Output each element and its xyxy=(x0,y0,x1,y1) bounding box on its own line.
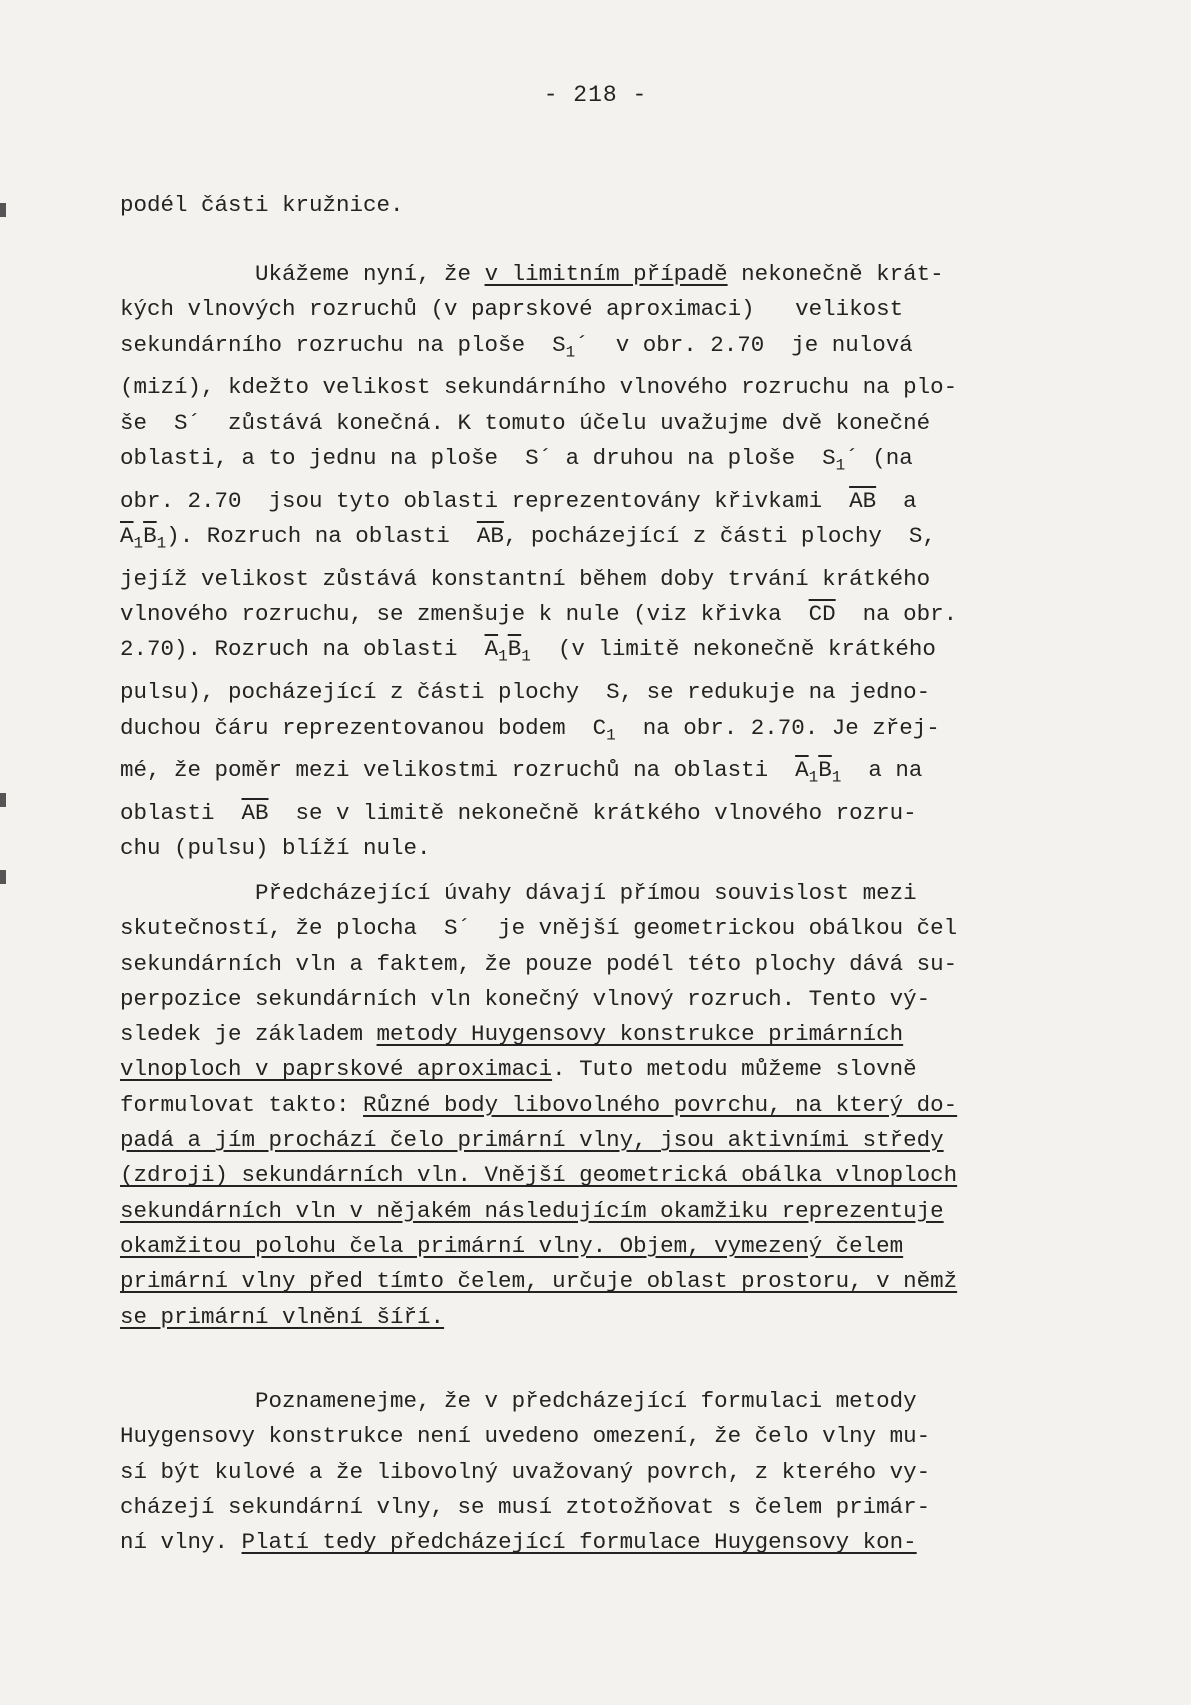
arc-symbol: $\overline{A}$ xyxy=(795,757,809,784)
text-run: a na xyxy=(841,757,923,784)
text-run: sledek je základem xyxy=(120,1021,377,1048)
subscript: 1 xyxy=(808,768,819,787)
text-run: ní vlny. xyxy=(120,1529,242,1556)
text-run: Poznamenejme, že v předcházející formulaci metody xyxy=(120,1388,917,1414)
paragraph-remark xyxy=(120,1384,1080,1560)
text-line xyxy=(120,753,1080,796)
text-run: jejíž velikost zůstává konstantní během doby trvání krátkého xyxy=(120,565,931,592)
subscript: 1 xyxy=(831,768,842,787)
text-line xyxy=(120,1052,1080,1087)
text-run: na obr. xyxy=(835,601,958,628)
text-line xyxy=(120,1264,1080,1299)
text-line xyxy=(120,1490,1080,1525)
text-run: Huygensovy konstrukce není uvedeno omezení, že čelo vlny mu- xyxy=(120,1423,931,1450)
text-line xyxy=(120,562,1080,597)
text-line xyxy=(120,982,1080,1017)
text-line xyxy=(120,370,1080,405)
scan-edge-mark xyxy=(0,870,6,884)
text-run: oblasti xyxy=(120,800,242,827)
paragraph-huygens-method xyxy=(120,876,1080,1335)
subscript: 1 xyxy=(156,534,167,553)
text-line xyxy=(120,1194,1080,1229)
text-line xyxy=(120,519,1080,562)
arc-symbol: $\overline{AB}$ xyxy=(476,523,504,550)
text-run: še S´ zůstává konečná. K tomuto účelu uvažujme dvě konečné xyxy=(120,409,931,436)
text-line xyxy=(120,675,1080,710)
scan-edge-mark xyxy=(0,203,6,217)
underlined-text: sekundárních vln v nějakém následujícím okamžiku reprezentuje xyxy=(120,1197,944,1224)
text-run: (mizí), kdežto velikost sekundárního vlnového rozruchu na plo- xyxy=(120,374,958,401)
text-run: . Tuto metodu můžeme slovně xyxy=(552,1056,917,1083)
text-run: kých vlnových rozruchů (v paprskové aproximaci) velikost xyxy=(120,296,904,323)
underlined-text: padá a jím prochází čelo primární vlny, jsou aktivními středy xyxy=(120,1127,944,1154)
subscript: 1 xyxy=(133,534,144,553)
text-run: Předcházející úvahy dávají přímou souvislost mezi xyxy=(120,880,917,906)
text-line xyxy=(120,1419,1080,1454)
text-run: cházejí sekundární vlny, se musí ztotožňovat s čelem primár- xyxy=(120,1493,931,1520)
underlined-text: okamžitou polohu čela primární vlny. Objem, vymezený čelem xyxy=(120,1232,904,1259)
text-run: obr. 2.70 jsou tyto oblasti reprezentovány křivkami xyxy=(120,487,850,514)
text-run: se v limitě nekonečně krátkého vlnového rozru- xyxy=(268,800,917,827)
text-line xyxy=(120,597,1080,632)
text-line xyxy=(120,1525,1080,1560)
underlined-text: metody Huygensovy konstrukce primárních xyxy=(376,1021,904,1048)
text-line xyxy=(120,796,1080,831)
text-line xyxy=(120,441,1080,484)
text-run: duchou čáru reprezentovanou bodem C xyxy=(120,714,607,741)
text-run: ). Rozruch na oblasti xyxy=(166,523,477,550)
text-line xyxy=(120,911,1080,946)
text-line xyxy=(120,1300,1080,1335)
text-run: sekundárního rozruchu na ploše S xyxy=(120,331,566,358)
underlined-text: Platí tedy předcházející formulace Huygensovy kon- xyxy=(241,1529,917,1556)
arc-symbol: $\overline{CD}$ xyxy=(808,601,836,628)
subscript: 1 xyxy=(498,647,508,666)
arc-symbol: $\overline{B}$ xyxy=(143,523,157,550)
page-number: - 218 - xyxy=(543,82,648,108)
arc-symbol: $\overline{AB}$ xyxy=(849,487,877,514)
underlined-text: Různé body libovolného povrchu, na který do- xyxy=(363,1091,958,1118)
text-run: chu (pulsu) blíží nule. xyxy=(120,835,431,862)
text-line xyxy=(120,1455,1080,1490)
text-run: pulsu), pocházející z části plochy S, se redukuje na jedno- xyxy=(120,679,931,706)
text-line xyxy=(120,711,1080,754)
text-run: oblasti, a to jednu na ploše S´ a druhou na ploše S xyxy=(120,444,836,471)
text-run: Ukážeme nyní, že xyxy=(120,261,485,287)
text-line xyxy=(120,876,1080,911)
underlined-text: primární vlny před tímto čelem, určuje oblast prostoru, v němž xyxy=(120,1268,958,1295)
text-run: ´ v obr. 2.70 je nulová xyxy=(575,331,913,358)
text-line xyxy=(120,1158,1080,1193)
text-line xyxy=(120,632,1080,675)
text-line xyxy=(120,406,1080,441)
text-run: skutečností, že plocha S´ je vnější geometrickou obálkou čel xyxy=(120,915,958,942)
text-line xyxy=(120,1088,1080,1123)
text-run: sekundárních vln a faktem, že pouze podél této plochy dává su- xyxy=(120,950,958,977)
arc-symbol: $\overline{B}$ xyxy=(818,757,832,784)
text-run: vlnového rozruchu, se zmenšuje k nule (viz křivka xyxy=(120,601,809,628)
text-line xyxy=(120,947,1080,982)
scan-edge-mark xyxy=(0,793,6,807)
text-line xyxy=(120,1229,1080,1264)
arc-symbol: $\overline{B}$ xyxy=(507,636,522,663)
subscript: 1 xyxy=(565,343,576,362)
text-run: podél části kružnice. xyxy=(120,192,404,218)
text-run: a xyxy=(876,487,917,514)
text-line xyxy=(120,1123,1080,1158)
text-run: na obr. 2.70. Je zřej- xyxy=(615,714,940,741)
subscript: 1 xyxy=(521,647,531,666)
text-line xyxy=(120,484,1080,519)
subscript: 1 xyxy=(835,456,846,475)
arc-symbol: $\overline{A}$ xyxy=(120,523,134,550)
text-line xyxy=(120,257,1080,292)
arc-symbol: $\overline{AB}$ xyxy=(241,800,269,827)
text-run: mé, že poměr mezi velikostmi rozruchů na oblasti xyxy=(120,757,796,784)
subscript: 1 xyxy=(606,726,616,745)
text-run: formulovat takto: xyxy=(120,1091,364,1118)
text-run: , pocházející z části plochy S, xyxy=(503,523,936,550)
text-line xyxy=(120,831,1080,866)
arc-symbol: $\overline{A}$ xyxy=(484,636,499,663)
underlined-text: v limitním případě xyxy=(484,261,728,287)
text-line xyxy=(120,1017,1080,1052)
text-line xyxy=(120,328,1080,371)
underlined-text: vlnoploch v paprskové aproximaci xyxy=(120,1056,553,1083)
text-line xyxy=(120,188,1080,223)
paragraph-intro xyxy=(120,188,1080,223)
text-run: ´ (na xyxy=(845,444,913,471)
text-line xyxy=(120,292,1080,327)
text-run: perpozice sekundárních vln konečný vlnový rozruch. Tento vý- xyxy=(120,985,931,1012)
text-line xyxy=(120,1384,1080,1419)
text-run: nekonečně krát- xyxy=(727,261,944,287)
underlined-text: (zdroji) sekundárních vln. Vnější geometrická obálka vlnoploch xyxy=(120,1162,958,1189)
paragraph-limit-case xyxy=(120,257,1080,867)
underlined-text: se primární vlnění šíří. xyxy=(120,1303,445,1330)
text-run: (v limitě nekonečně krátkého xyxy=(530,636,936,663)
text-run: 2.70). Rozruch na oblasti xyxy=(120,636,485,663)
text-run: sí být kulové a že libovolný uvažovaný povrch, z kterého vy- xyxy=(120,1458,931,1485)
